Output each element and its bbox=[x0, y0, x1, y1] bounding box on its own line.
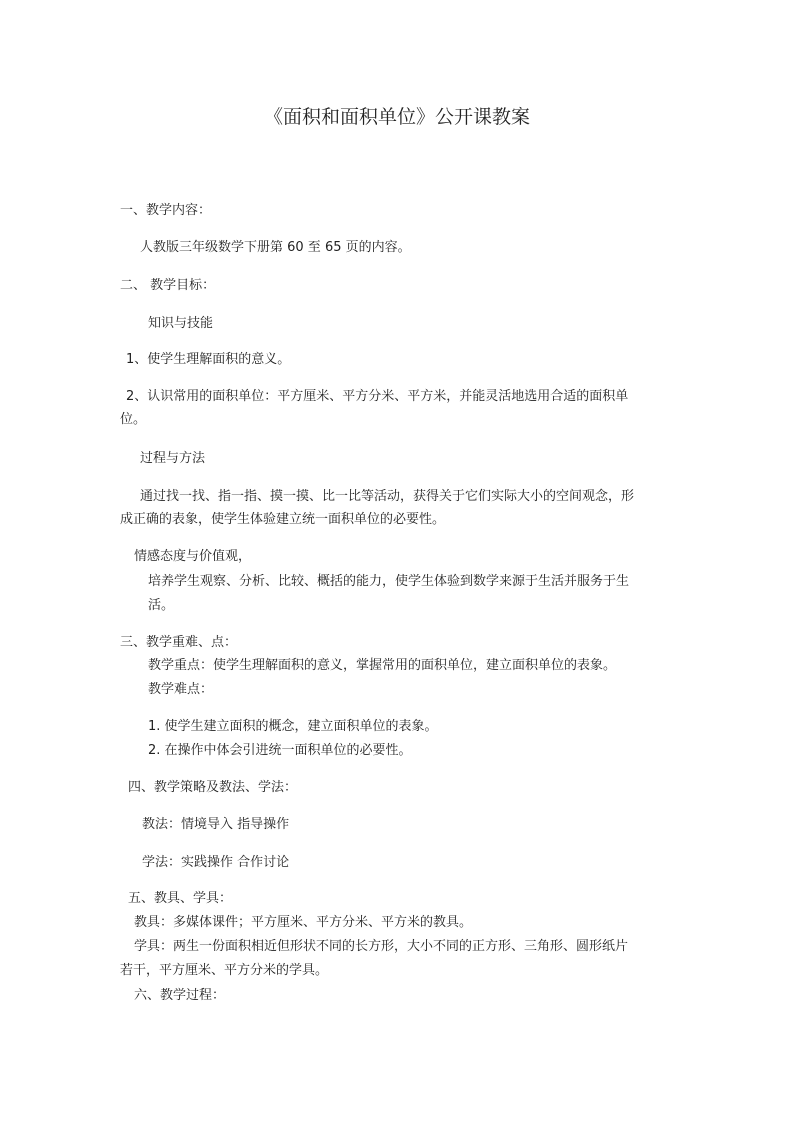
section-2-heading: 二、 教学目标： bbox=[120, 278, 216, 293]
key-point: 教学重点：使学生理解面积的意义，掌握常用的面积单位，建立面积单位的表象。 bbox=[148, 658, 617, 673]
document-title: 《面积和面积单位》公开课教案 bbox=[263, 106, 530, 128]
learning-aids-line-1: 学具：两生一份面积相近但形状不同的长方形，大小不同的正方形、三角形、圆形纸片 bbox=[134, 939, 629, 954]
difficulty-item-2: 2. 在操作中体会引进统一面积单位的必要性。 bbox=[148, 743, 412, 758]
goal-attitude-heading: 情感态度与价值观， bbox=[134, 549, 252, 564]
section-3-heading: 三、教学重难、点： bbox=[120, 635, 238, 650]
section-4-heading: 四、教学策略及教法、学法： bbox=[128, 780, 298, 795]
learning-aids-line-2: 若干，平方厘米、平方分米的学具。 bbox=[120, 963, 329, 978]
section-1-heading: 一、教学内容： bbox=[120, 203, 212, 218]
section-1-content: 人教版三年级数学下册第 60 至 65 页的内容。 bbox=[140, 240, 411, 255]
section-5-heading: 五、教具、学具： bbox=[128, 891, 233, 906]
goal-knowledge-item-2-line-2: 位。 bbox=[120, 412, 147, 427]
goal-knowledge-heading: 知识与技能 bbox=[148, 316, 214, 331]
teaching-method: 教法：情境导入 指导操作 bbox=[142, 817, 290, 832]
goal-attitude-line-2: 活。 bbox=[148, 598, 175, 613]
learning-method: 学法：实践操作 合作讨论 bbox=[142, 855, 290, 870]
teaching-aids: 教具：多媒体课件；平方厘米、平方分米、平方米的教具。 bbox=[134, 915, 473, 930]
difficulty-heading: 教学难点： bbox=[148, 682, 214, 697]
goal-knowledge-item-1: 1、使学生理解面积的意义。 bbox=[126, 352, 291, 367]
goal-process-line-2: 成正确的表象，使学生体验建立统一面积单位的必要性。 bbox=[120, 512, 446, 527]
goal-process-heading: 过程与方法 bbox=[140, 451, 206, 466]
section-6-heading: 六、教学过程： bbox=[134, 988, 226, 1003]
goal-attitude-line-1: 培养学生观察、分析、比较、概括的能力，使学生体验到数学来源于生活并服务于生 bbox=[148, 574, 630, 589]
goal-knowledge-item-2-line-1: 2、认识常用的面积单位：平方厘米、平方分米、平方米，并能灵活地选用合适的面积单 bbox=[126, 389, 629, 404]
goal-process-line-1: 通过找一找、指一指、摸一摸、比一比等活动，获得关于它们实际大小的空间观念，形 bbox=[140, 489, 635, 504]
difficulty-item-1: 1. 使学生建立面积的概念，建立面积单位的表象。 bbox=[148, 719, 438, 734]
